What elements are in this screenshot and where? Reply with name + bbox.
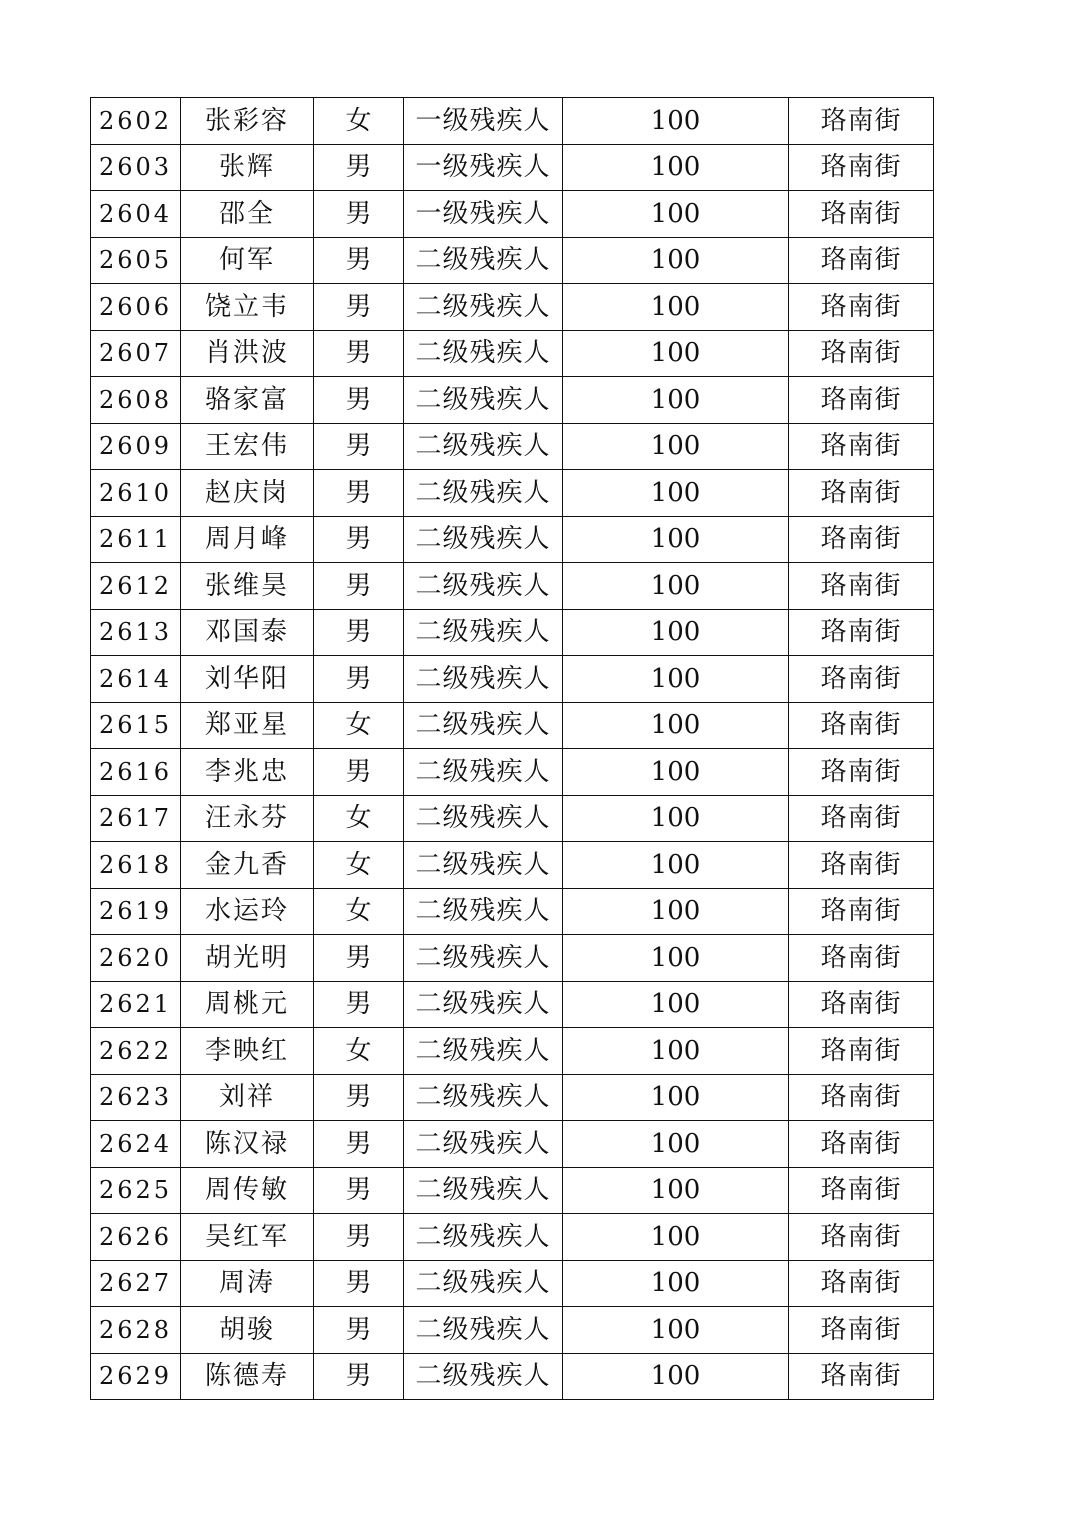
street-cell: 珞南街 <box>789 330 934 377</box>
row-number-cell: 2610 <box>91 470 181 517</box>
category-cell: 一级残疾人 <box>404 144 563 191</box>
amount-cell: 100 <box>563 888 789 935</box>
street-cell: 珞南街 <box>789 1028 934 1075</box>
table-body <box>91 98 934 1400</box>
table-row <box>91 470 934 517</box>
amount-cell: 100 <box>563 1167 789 1214</box>
name-cell: 饶立韦 <box>181 284 314 331</box>
amount-cell: 100 <box>563 1214 789 1261</box>
gender-cell: 男 <box>314 470 404 517</box>
gender-cell: 男 <box>314 191 404 238</box>
gender-cell: 男 <box>314 330 404 377</box>
amount-cell: 100 <box>563 423 789 470</box>
gender-cell: 男 <box>314 1167 404 1214</box>
row-number-cell: 2627 <box>91 1260 181 1307</box>
street-cell: 珞南街 <box>789 795 934 842</box>
table-row <box>91 1214 934 1261</box>
gender-cell: 男 <box>314 749 404 796</box>
table-row <box>91 98 934 145</box>
row-number-cell: 2615 <box>91 702 181 749</box>
category-cell: 二级残疾人 <box>404 563 563 610</box>
beneficiary-table <box>90 97 934 1400</box>
category-cell: 二级残疾人 <box>404 377 563 424</box>
street-cell: 珞南街 <box>789 1214 934 1261</box>
table-row <box>91 935 934 982</box>
gender-cell: 男 <box>314 609 404 656</box>
category-cell: 二级残疾人 <box>404 1167 563 1214</box>
gender-cell: 男 <box>314 981 404 1028</box>
row-number-cell: 2602 <box>91 98 181 145</box>
table-row <box>91 563 934 610</box>
table-row <box>91 237 934 284</box>
category-cell: 二级残疾人 <box>404 1121 563 1168</box>
street-cell: 珞南街 <box>789 563 934 610</box>
table-row <box>91 888 934 935</box>
gender-cell: 男 <box>314 1214 404 1261</box>
category-cell: 二级残疾人 <box>404 656 563 703</box>
street-cell: 珞南街 <box>789 98 934 145</box>
row-number-cell: 2620 <box>91 935 181 982</box>
category-cell: 二级残疾人 <box>404 330 563 377</box>
name-cell: 李映红 <box>181 1028 314 1075</box>
amount-cell: 100 <box>563 749 789 796</box>
street-cell: 珞南街 <box>789 1121 934 1168</box>
amount-cell: 100 <box>563 795 789 842</box>
amount-cell: 100 <box>563 144 789 191</box>
category-cell: 二级残疾人 <box>404 888 563 935</box>
table-row <box>91 191 934 238</box>
category-cell: 二级残疾人 <box>404 1307 563 1354</box>
amount-cell: 100 <box>563 935 789 982</box>
gender-cell: 女 <box>314 1028 404 1075</box>
name-cell: 周桃元 <box>181 981 314 1028</box>
table-row <box>91 1121 934 1168</box>
street-cell: 珞南街 <box>789 1074 934 1121</box>
amount-cell: 100 <box>563 330 789 377</box>
street-cell: 珞南街 <box>789 749 934 796</box>
gender-cell: 男 <box>314 1121 404 1168</box>
row-number-cell: 2616 <box>91 749 181 796</box>
table-row <box>91 144 934 191</box>
street-cell: 珞南街 <box>789 191 934 238</box>
amount-cell: 100 <box>563 1260 789 1307</box>
name-cell: 陈德寿 <box>181 1353 314 1400</box>
table-row <box>91 284 934 331</box>
row-number-cell: 2605 <box>91 237 181 284</box>
table-row <box>91 1074 934 1121</box>
category-cell: 二级残疾人 <box>404 795 563 842</box>
name-cell: 周涛 <box>181 1260 314 1307</box>
street-cell: 珞南街 <box>789 1167 934 1214</box>
category-cell: 二级残疾人 <box>404 609 563 656</box>
gender-cell: 男 <box>314 377 404 424</box>
gender-cell: 男 <box>314 1307 404 1354</box>
row-number-cell: 2603 <box>91 144 181 191</box>
name-cell: 张辉 <box>181 144 314 191</box>
name-cell: 赵庆岗 <box>181 470 314 517</box>
category-cell: 二级残疾人 <box>404 935 563 982</box>
amount-cell: 100 <box>563 284 789 331</box>
category-cell: 二级残疾人 <box>404 423 563 470</box>
category-cell: 二级残疾人 <box>404 702 563 749</box>
table-row <box>91 702 934 749</box>
category-cell: 二级残疾人 <box>404 284 563 331</box>
category-cell: 二级残疾人 <box>404 470 563 517</box>
table-row <box>91 516 934 563</box>
gender-cell: 男 <box>314 1260 404 1307</box>
row-number-cell: 2629 <box>91 1353 181 1400</box>
gender-cell: 男 <box>314 563 404 610</box>
category-cell: 二级残疾人 <box>404 1260 563 1307</box>
name-cell: 水运玲 <box>181 888 314 935</box>
category-cell: 二级残疾人 <box>404 749 563 796</box>
category-cell: 二级残疾人 <box>404 1214 563 1261</box>
street-cell: 珞南街 <box>789 284 934 331</box>
name-cell: 邵全 <box>181 191 314 238</box>
amount-cell: 100 <box>563 656 789 703</box>
row-number-cell: 2612 <box>91 563 181 610</box>
amount-cell: 100 <box>563 1307 789 1354</box>
category-cell: 二级残疾人 <box>404 237 563 284</box>
gender-cell: 男 <box>314 656 404 703</box>
street-cell: 珞南街 <box>789 656 934 703</box>
amount-cell: 100 <box>563 237 789 284</box>
row-number-cell: 2614 <box>91 656 181 703</box>
row-number-cell: 2619 <box>91 888 181 935</box>
row-number-cell: 2606 <box>91 284 181 331</box>
street-cell: 珞南街 <box>789 1307 934 1354</box>
street-cell: 珞南街 <box>789 1353 934 1400</box>
amount-cell: 100 <box>563 516 789 563</box>
gender-cell: 女 <box>314 842 404 889</box>
category-cell: 二级残疾人 <box>404 516 563 563</box>
gender-cell: 男 <box>314 935 404 982</box>
table-row <box>91 1353 934 1400</box>
category-cell: 二级残疾人 <box>404 1353 563 1400</box>
name-cell: 李兆忠 <box>181 749 314 796</box>
row-number-cell: 2608 <box>91 377 181 424</box>
amount-cell: 100 <box>563 470 789 517</box>
name-cell: 胡光明 <box>181 935 314 982</box>
gender-cell: 男 <box>314 1353 404 1400</box>
gender-cell: 男 <box>314 284 404 331</box>
name-cell: 骆家富 <box>181 377 314 424</box>
amount-cell: 100 <box>563 1121 789 1168</box>
row-number-cell: 2613 <box>91 609 181 656</box>
row-number-cell: 2624 <box>91 1121 181 1168</box>
name-cell: 邓国泰 <box>181 609 314 656</box>
table-row <box>91 1307 934 1354</box>
street-cell: 珞南街 <box>789 144 934 191</box>
name-cell: 陈汉禄 <box>181 1121 314 1168</box>
table-row <box>91 377 934 424</box>
table-row <box>91 609 934 656</box>
gender-cell: 女 <box>314 702 404 749</box>
street-cell: 珞南街 <box>789 377 934 424</box>
table-row <box>91 1260 934 1307</box>
table-row <box>91 749 934 796</box>
name-cell: 刘祥 <box>181 1074 314 1121</box>
amount-cell: 100 <box>563 98 789 145</box>
gender-cell: 女 <box>314 888 404 935</box>
name-cell: 胡骏 <box>181 1307 314 1354</box>
category-cell: 一级残疾人 <box>404 98 563 145</box>
street-cell: 珞南街 <box>789 935 934 982</box>
row-number-cell: 2607 <box>91 330 181 377</box>
gender-cell: 女 <box>314 98 404 145</box>
name-cell: 汪永芬 <box>181 795 314 842</box>
table-row <box>91 842 934 889</box>
table-row <box>91 981 934 1028</box>
amount-cell: 100 <box>563 842 789 889</box>
amount-cell: 100 <box>563 563 789 610</box>
amount-cell: 100 <box>563 1353 789 1400</box>
row-number-cell: 2625 <box>91 1167 181 1214</box>
name-cell: 金九香 <box>181 842 314 889</box>
row-number-cell: 2618 <box>91 842 181 889</box>
street-cell: 珞南街 <box>789 702 934 749</box>
name-cell: 周传敏 <box>181 1167 314 1214</box>
name-cell: 张彩容 <box>181 98 314 145</box>
row-number-cell: 2621 <box>91 981 181 1028</box>
category-cell: 二级残疾人 <box>404 1028 563 1075</box>
category-cell: 二级残疾人 <box>404 1074 563 1121</box>
table-row <box>91 423 934 470</box>
row-number-cell: 2626 <box>91 1214 181 1261</box>
row-number-cell: 2617 <box>91 795 181 842</box>
amount-cell: 100 <box>563 1074 789 1121</box>
amount-cell: 100 <box>563 377 789 424</box>
gender-cell: 男 <box>314 1074 404 1121</box>
gender-cell: 男 <box>314 237 404 284</box>
amount-cell: 100 <box>563 702 789 749</box>
table-row <box>91 330 934 377</box>
row-number-cell: 2628 <box>91 1307 181 1354</box>
row-number-cell: 2611 <box>91 516 181 563</box>
street-cell: 珞南街 <box>789 470 934 517</box>
street-cell: 珞南街 <box>789 516 934 563</box>
gender-cell: 男 <box>314 144 404 191</box>
row-number-cell: 2622 <box>91 1028 181 1075</box>
name-cell: 吴红军 <box>181 1214 314 1261</box>
name-cell: 王宏伟 <box>181 423 314 470</box>
street-cell: 珞南街 <box>789 237 934 284</box>
table-row <box>91 1028 934 1075</box>
row-number-cell: 2609 <box>91 423 181 470</box>
table-row <box>91 1167 934 1214</box>
category-cell: 二级残疾人 <box>404 981 563 1028</box>
amount-cell: 100 <box>563 1028 789 1075</box>
table-row <box>91 795 934 842</box>
name-cell: 周月峰 <box>181 516 314 563</box>
street-cell: 珞南街 <box>789 842 934 889</box>
row-number-cell: 2604 <box>91 191 181 238</box>
street-cell: 珞南街 <box>789 1260 934 1307</box>
street-cell: 珞南街 <box>789 981 934 1028</box>
gender-cell: 男 <box>314 516 404 563</box>
name-cell: 肖洪波 <box>181 330 314 377</box>
street-cell: 珞南街 <box>789 423 934 470</box>
category-cell: 一级残疾人 <box>404 191 563 238</box>
row-number-cell: 2623 <box>91 1074 181 1121</box>
amount-cell: 100 <box>563 191 789 238</box>
gender-cell: 男 <box>314 423 404 470</box>
name-cell: 刘华阳 <box>181 656 314 703</box>
name-cell: 张维昊 <box>181 563 314 610</box>
gender-cell: 女 <box>314 795 404 842</box>
amount-cell: 100 <box>563 981 789 1028</box>
street-cell: 珞南街 <box>789 888 934 935</box>
amount-cell: 100 <box>563 609 789 656</box>
table-row <box>91 656 934 703</box>
street-cell: 珞南街 <box>789 609 934 656</box>
category-cell: 二级残疾人 <box>404 842 563 889</box>
name-cell: 郑亚星 <box>181 702 314 749</box>
name-cell: 何军 <box>181 237 314 284</box>
